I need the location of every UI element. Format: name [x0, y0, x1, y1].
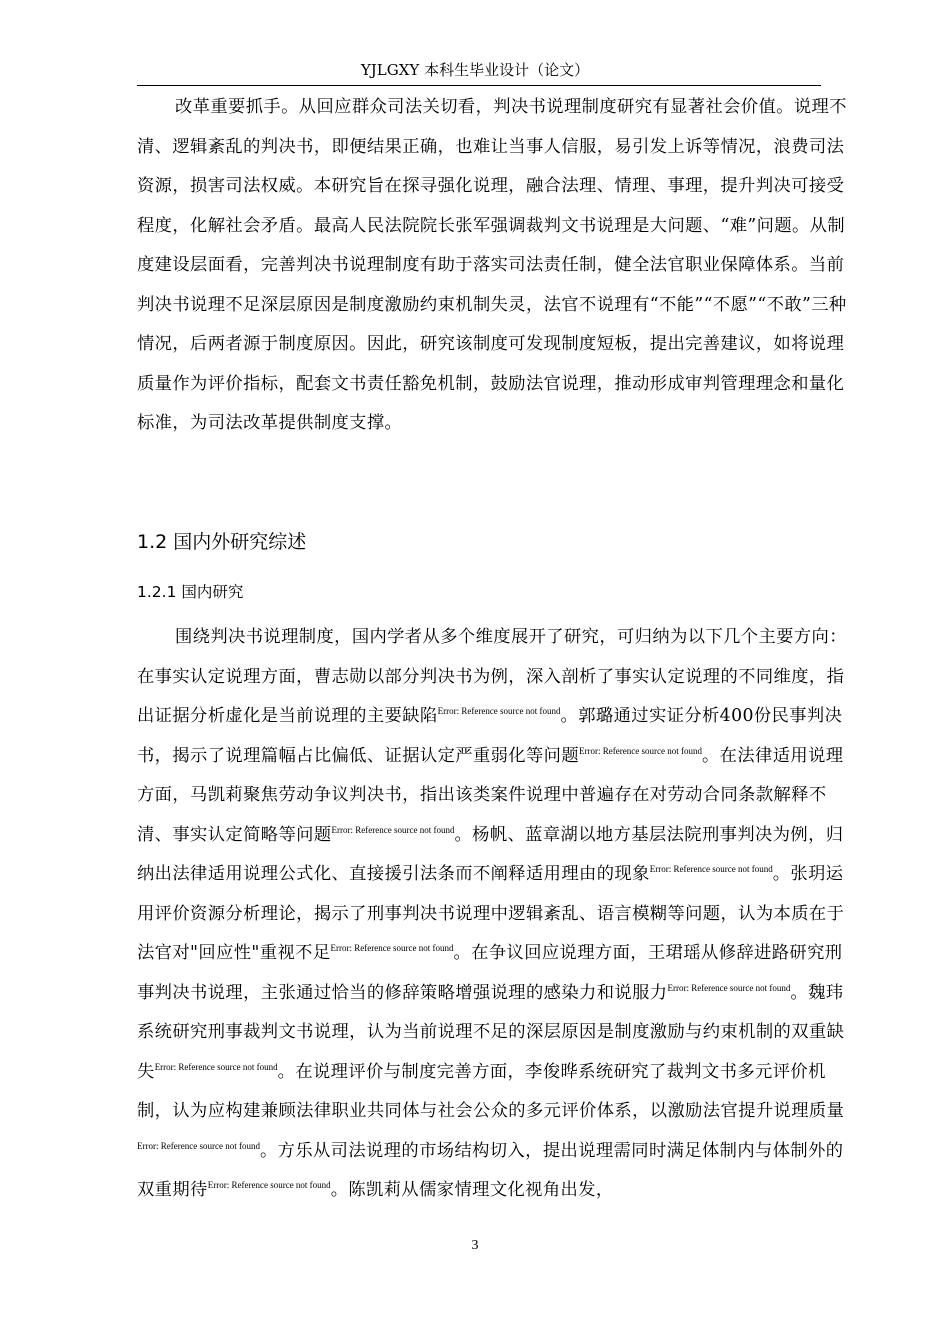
- subsection-heading: 1.2.1 国内研究: [137, 583, 244, 601]
- reference-error: Error: Reference source not found: [207, 1179, 331, 1190]
- reference-error: Error: Reference source not found: [137, 1140, 260, 1151]
- body-paragraph-continued: [137, 88, 855, 444]
- paragraph-text: 改革重要抓手。从回应群众司法关切看，判决书说理制度研究有显著社会价值。说理不清、逻辑紊乱的判决书，即便结果正确，也难让当事人信服，易引发上诉等情况，浪费司法资源，损害司法权威。本研究旨在探寻强化说理，融合法理、情理、事理，提升判决可接受程度，化解社会矛盾。最高人民法院院长张军强调裁判文书说理是大问题、“难”问题。从制度建设层面看，完善判决书说理制度有助于落实司法责任制，健全法官职业保障体系。当前判决书说理不足深层原因是制度激励约束机制失灵，法官不说理有“不能”“不愿”“不敢”三种情况，后两者源于制度原因。因此，研究该制度可发现制度短板，提出完善建议，如将说理质量作为评价指标，配套文书责任豁免机制，鼓励法官说理，推动形成审判管理理念和量化标准，为司法改革提供制度支撑。: [137, 97, 847, 433]
- paragraph-segment: 。在法律适用说理方面，马凯莉聚焦劳动争议判决书，指出该类案件说理中普遍存在对劳动合同条款解释不清、事实认定简略等问题: [137, 745, 844, 845]
- paragraph-segment: 。方乐从司法说理的市场结构切入，提出说理需同时满足体制内与体制外的双重期待: [137, 1140, 844, 1200]
- paragraph-segment: 。郭璐通过实证分析400份民事判决书，揭示了说理篇幅占比偏低、证据认定严重弱化等问题: [137, 706, 843, 766]
- reference-error: Error: Reference source not found: [437, 705, 561, 716]
- reference-error: Error: Reference source not found: [579, 745, 702, 756]
- paragraph-segment: 。陈凯莉从儒家情理文化视角出发，: [330, 1180, 614, 1200]
- paragraph-segment: 。魏玮系统研究刑事裁判文书说理，认为当前说理不足的深层原因是制度激励与约束机制的双重缺失: [137, 982, 845, 1082]
- page-header: YJLGXY 本科生毕业设计（论文）: [360, 61, 590, 79]
- paragraph-segment: 。张玥运用评价资源分析理论，揭示了刑事判决书说理中逻辑紊乱、语言模糊等问题，认为本质在于法官对"回应性"重视不足: [137, 864, 845, 963]
- header-rule: [137, 85, 821, 86]
- reference-error: Error: Reference source not found: [330, 942, 454, 953]
- reference-error: Error: Reference source not found: [649, 863, 773, 874]
- body-paragraph-domestic-research: [137, 618, 855, 1211]
- reference-error: Error: Reference source not found: [331, 824, 455, 835]
- reference-error: Error: Reference source not found: [154, 1061, 278, 1072]
- section-heading: 1.2 国内外研究综述: [137, 531, 307, 553]
- paragraph-segment: 围绕判决书说理制度，国内学者从多个维度展开了研究，可归纳为以下几个主要方向：在事实认定说理方面，曹志勋以部分判决书为例，深入剖析了事实认定说理的不同维度，指出证据分析虚化是当前说理的主要缺陷: [137, 627, 847, 726]
- paragraph-segment: 。杨帆、蓝章湖以地方基层法院刑事判决为例，归纳出法律适用说理公式化、直接援引法条而不阐释适用理由的现象: [137, 824, 844, 884]
- reference-error: Error: Reference source not found: [667, 982, 791, 993]
- paragraph-segment: 。在说理评价与制度完善方面，李俊晔系统研究了裁判文书多元评价机制，认为应构建兼顾法律职业共同体与社会公众的多元评价体系，以激励法官提升说理质量: [137, 1061, 845, 1121]
- paragraph-segment: 。在争议回应说理方面，王珺瑶从修辞进路研究刑事判决书说理，主张通过恰当的修辞策略增强说理的感染力和说服力: [137, 943, 843, 1003]
- page-number: 3: [471, 1238, 479, 1253]
